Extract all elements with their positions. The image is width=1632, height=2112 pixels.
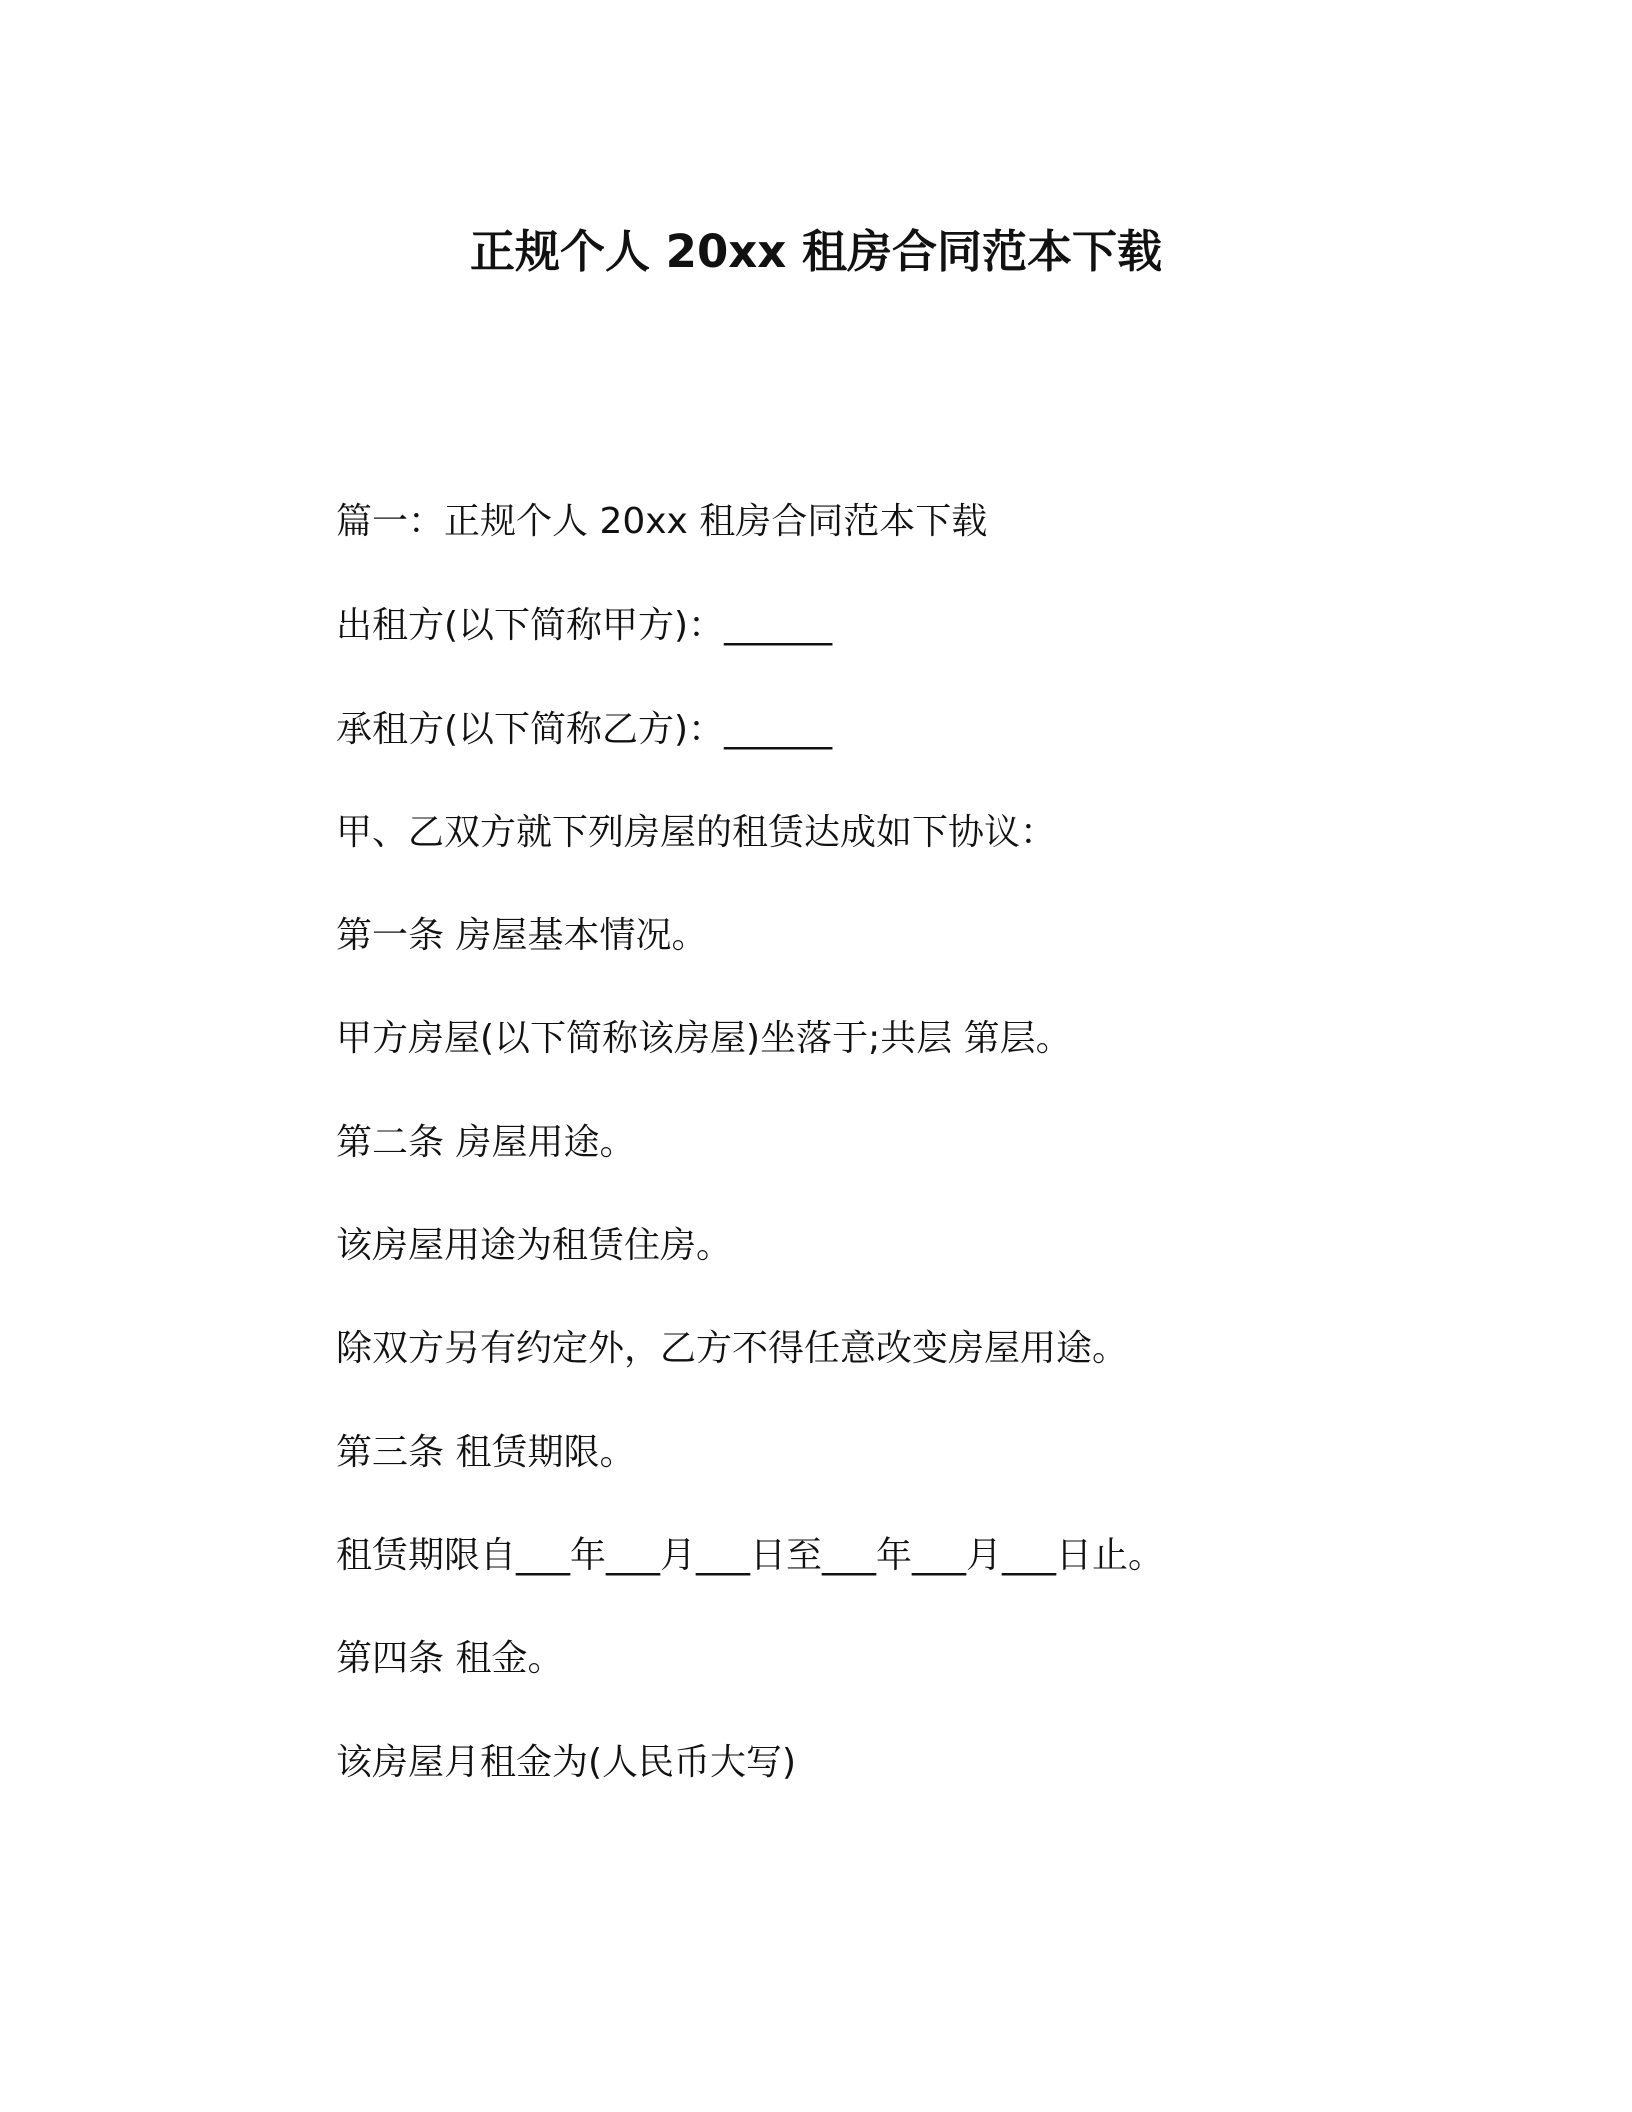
paragraph-agreement-intro: 甲、乙双方就下列房屋的租赁达成如下协议： bbox=[336, 812, 1057, 853]
paragraph-lease-term: 租赁期限自___年___月___日至___年___月___日止。 bbox=[336, 1535, 1165, 1576]
paragraph-article-2: 第二条 房屋用途。 bbox=[336, 1122, 636, 1163]
paragraph-article-3: 第三条 租赁期限。 bbox=[336, 1432, 636, 1473]
paragraph-lessor: 出租方(以下简称甲方)：______ bbox=[336, 605, 833, 646]
paragraph-lessee: 承租方(以下简称乙方)：______ bbox=[336, 709, 833, 750]
document-title: 正规个人 20xx 租房合同范本下载 bbox=[469, 225, 1162, 278]
paragraph-house-location: 甲方房屋(以下简称该房屋)坐落于;共层 第层。 bbox=[336, 1018, 1072, 1059]
paragraph-article-4: 第四条 租金。 bbox=[336, 1638, 564, 1679]
paragraph-use-restriction: 除双方另有约定外，乙方不得任意改变房屋用途。 bbox=[336, 1328, 1129, 1369]
paragraph-house-use: 该房屋用途为租赁住房。 bbox=[336, 1225, 733, 1266]
paragraph-section-heading: 篇一：正规个人 20xx 租房合同范本下载 bbox=[336, 501, 988, 542]
paragraph-article-1: 第一条 房屋基本情况。 bbox=[336, 915, 708, 956]
paragraph-monthly-rent: 该房屋月租金为(人民币大写) bbox=[336, 1742, 797, 1783]
